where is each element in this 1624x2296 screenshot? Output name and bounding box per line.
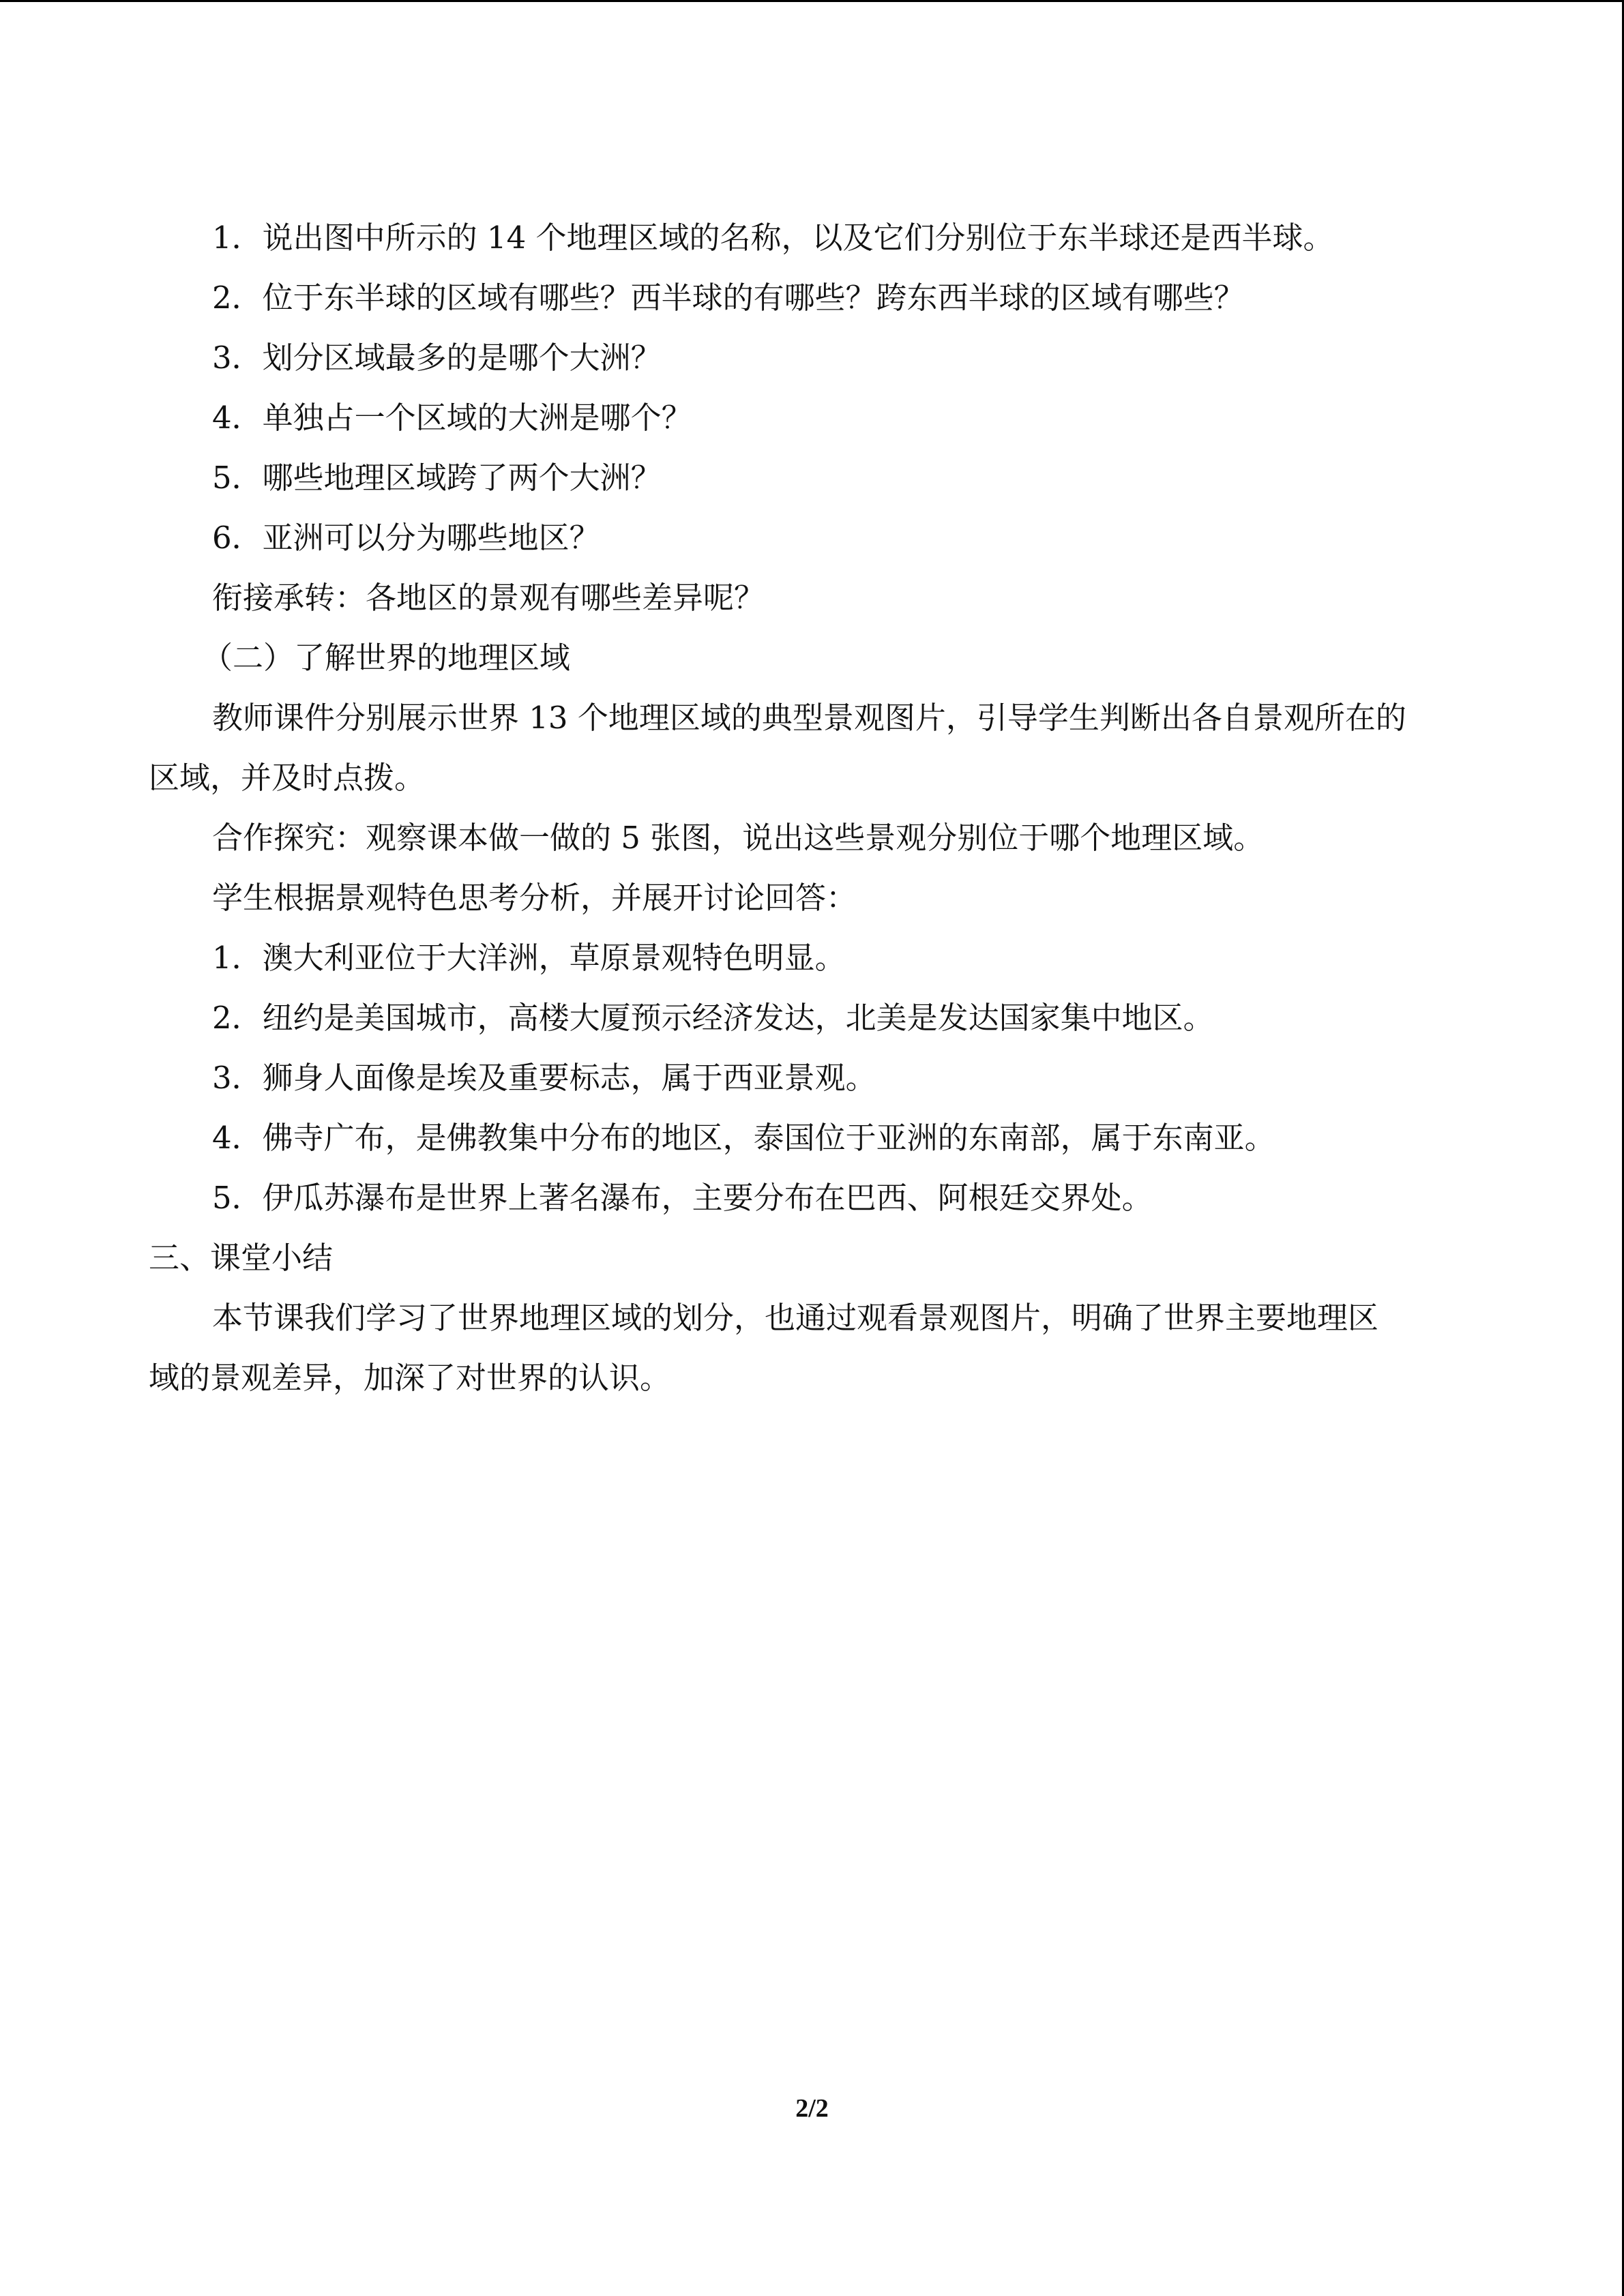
question-item-2: 2．位于东半球的区域有哪些？西半球的有哪些？跨东西半球的区域有哪些？: [212, 280, 1245, 316]
teacher-paragraph-line-2: 区域，并及时点拨。: [149, 760, 426, 796]
summary-paragraph-line-1: 本节课我们学习了世界地理区域的划分，也通过观看景观图片，明确了世界主要地理区: [212, 1300, 1379, 1336]
answer-item-3: 3．狮身人面像是埃及重要标志，属于西亚景观。: [212, 1060, 876, 1096]
question-item-1: 1．说出图中所示的 14 个地理区域的名称，以及它们分别位于东半球还是西半球。: [212, 220, 1334, 256]
answer-item-1: 1．澳大利亚位于大洋洲，草原景观特色明显。: [212, 940, 846, 976]
page-top-border: [0, 0, 1624, 2]
page-number: 2/2: [795, 2094, 829, 2123]
question-item-6: 6．亚洲可以分为哪些地区？: [212, 520, 600, 556]
section-three-heading: 三、课堂小结: [149, 1240, 334, 1276]
document-body: [149, 208, 1465, 1408]
summary-paragraph-line-2: 域的景观差异，加深了对世界的认识。: [149, 1360, 671, 1396]
transition-text: 衔接承转：各地区的景观有哪些差异呢？: [212, 580, 765, 616]
question-item-3: 3．划分区域最多的是哪个大洲？: [212, 340, 662, 376]
question-item-5: 5．哪些地理区域跨了两个大洲？: [212, 460, 662, 496]
section-two-heading: （二）了解世界的地理区域: [202, 640, 571, 676]
summary-paragraph: [149, 1288, 1465, 1348]
answer-item-2: 2．纽约是美国城市，高楼大厦预示经济发达，北美是发达国家集中地区。: [212, 1000, 1214, 1036]
question-item-4: 4．单独占一个区域的大洲是哪个？: [212, 400, 692, 436]
answer-item-5: 5．伊瓜苏瀑布是世界上著名瀑布，主要分布在巴西、阿根廷交界处。: [212, 1180, 1153, 1216]
answer-item-4: 4．佛寺广布，是佛教集中分布的地区，泰国位于亚洲的东南部，属于东南亚。: [212, 1120, 1275, 1156]
student-intro-text: 学生根据景观特色思考分析，并展开讨论回答：: [212, 880, 857, 916]
teacher-paragraph-line-1: 教师课件分别展示世界 13 个地理区域的典型景观图片，引导学生判断出各自景观所在的: [212, 700, 1406, 736]
teacher-paragraph: [149, 688, 1465, 748]
cooperation-text: 合作探究：观察课本做一做的 5 张图，说出这些景观分别位于哪个地理区域。: [212, 820, 1265, 856]
